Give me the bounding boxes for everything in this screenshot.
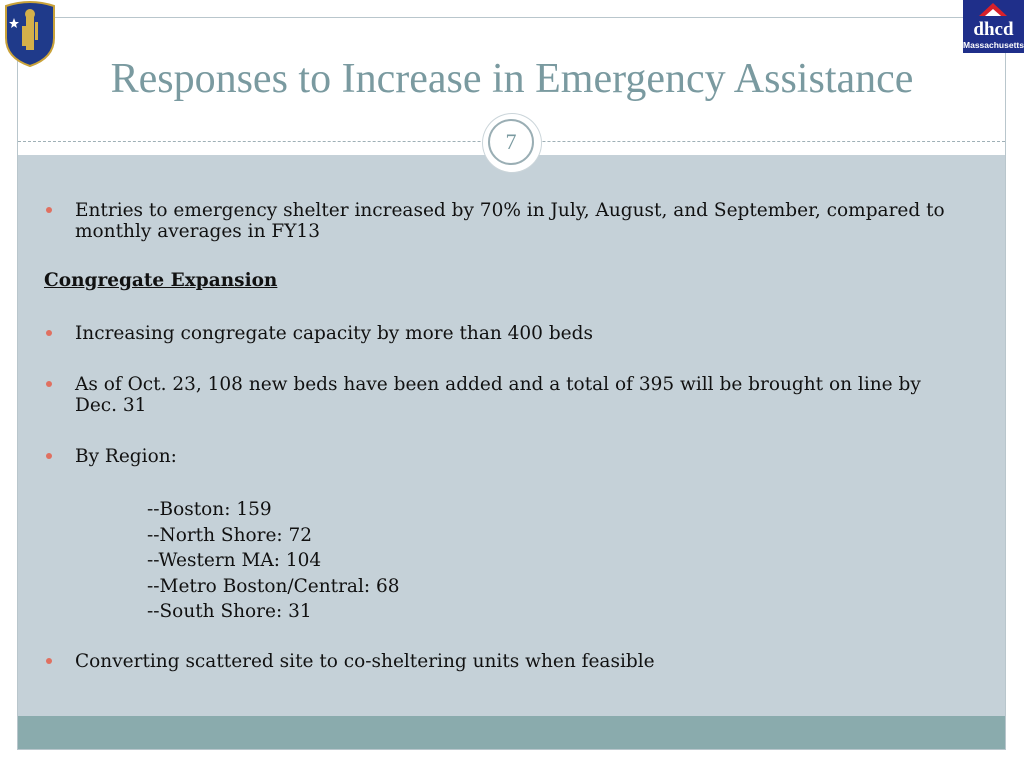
bullet-dot — [46, 207, 52, 213]
region-item: --Boston: 159 — [147, 499, 272, 520]
region-item: --Western MA: 104 — [147, 550, 322, 572]
bullet-dot — [46, 381, 52, 387]
dhcd-house-logo-icon — [963, 0, 1024, 53]
section-heading: Congregate Expansion — [44, 270, 278, 291]
bullet-item-co-sheltering: Converting scattered site to co-sheltering units when feasible — [75, 651, 655, 672]
bullet-dot — [46, 658, 52, 664]
page-title: Responses to Increase in Emergency Assistance — [110, 56, 914, 102]
region-list — [147, 497, 400, 625]
region-item: --Metro Boston/Central: 68 — [147, 575, 400, 597]
bullet-item-shelter-entries: Entries to emergency shelter increased by 70% in July, August, and September, compared to monthly averages in FY13 — [75, 200, 945, 242]
bullet-item-new-beds: As of Oct. 23, 108 new beds have been added and a total of 395 will be brought on line by Dec. 31 — [75, 374, 921, 416]
region-item: --North Shore: 72 — [147, 524, 313, 546]
bullet-dot — [46, 453, 52, 459]
bullet-item-capacity: Increasing congregate capacity by more than 400 beds — [75, 323, 593, 344]
footer-band — [18, 716, 1005, 749]
bullet-item-by-region: By Region: — [75, 446, 177, 467]
bullet-dot — [46, 330, 52, 336]
svg-text:Massachusetts: Massachusetts — [963, 40, 1024, 50]
region-item: --South Shore: 31 — [147, 601, 312, 623]
page-number: 7 — [488, 119, 534, 165]
svg-text:dhcd: dhcd — [973, 19, 1014, 40]
